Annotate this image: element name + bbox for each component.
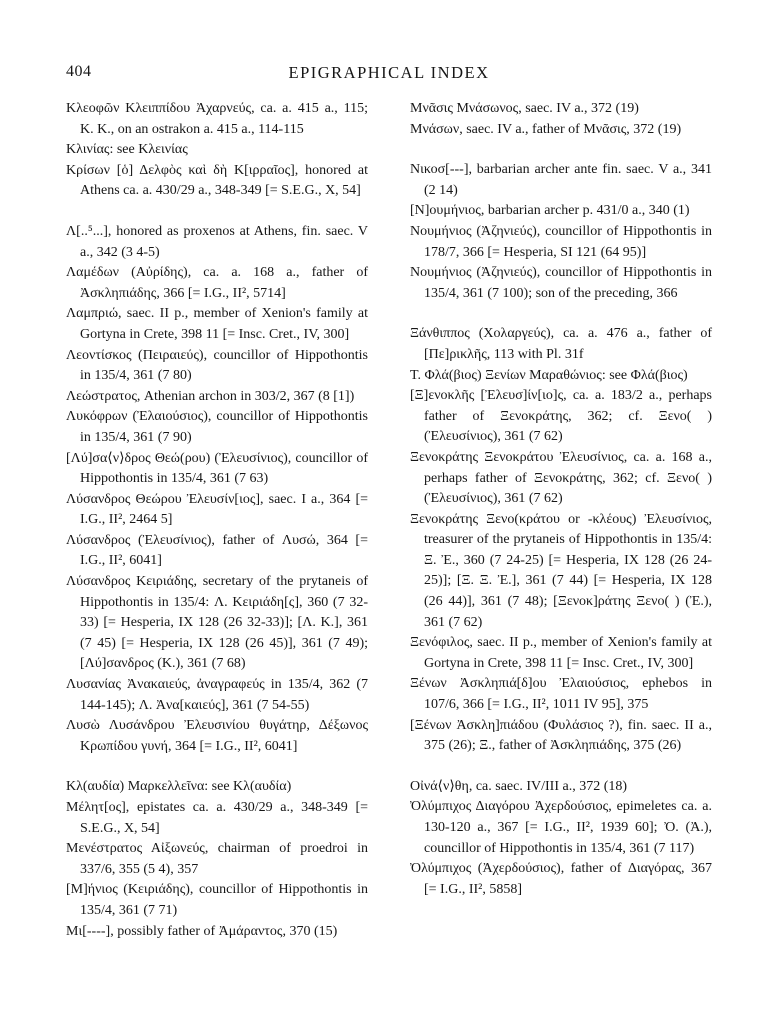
section-gap	[410, 757, 712, 777]
right-column	[410, 99, 712, 900]
index-entry: Μνάσων, saec. IV a., father of Μνᾶσις, 372 (19)	[410, 121, 682, 137]
index-entry: Μενέστρατος Αἰξωνεύς, chairman of proedroi in 337/6, 355 (5 4), 357	[66, 841, 368, 877]
index-entry: Λύσανδρος (Ἐλευσίνιος), father of Λυσώ, 364 [= I.G., II², 6041]	[66, 532, 368, 569]
section-gap	[410, 140, 712, 160]
index-entry: [Μ]ήνιος (Κειριάδης), councillor of Hippothontis in 135/4, 361 (7 71)	[66, 882, 368, 918]
index-entry: [Ξ]ενοκλῆς [Ἐλευσ]ίν[ιο]ς, ca. a. 183/2 a., perhaps father of Ξενοκράτης, 362; cf. Ξενο( ) (Ἐλευσίνιος), 361 (7 62)	[410, 388, 712, 445]
section-gap	[66, 202, 368, 222]
index-entry: Μέλητ[ος], epistates ca. a. 430/29 a., 348-349 [= S.E.G., X, 54]	[66, 800, 368, 836]
index-entry: Τ. Φλά(βιος) Ξενίων Μαραθώνιος: see Φλά(βιος)	[410, 367, 688, 383]
index-entry: Ξάνθιππος (Χολαργεύς), ca. a. 476 a., father of [Πε]ρικλῆς, 113 with Pl. 31f	[410, 326, 712, 362]
index-entry: Κλεοφῶν Κλειππίδου Ἀχαρνεύς, ca. a. 415 a., 115; K. K., on an ostrakon a. 415 a., 114-115	[66, 101, 368, 137]
index-entry: Λύσανδρος Κειριάδης, secretary of the prytaneis of Hippothontis in 135/4: Λ. Κειριάδη[ς], 360 (7 32-33) [= Hesperia, IX 128 (26 32-33)]; [Λ. Κ.], 361 (7 45) [= Hesperia, IX 128 (26 45)], 361 (7 49); [Λύ]σανδρος (Κ.), 361 (7 68)	[66, 574, 368, 672]
index-entry: Κλινίας: see Κλεινίας	[66, 142, 188, 158]
index-entry: Λ[..⁵...], honored as proxenos at Athens, fin. saec. V a., 342 (3 4-5)	[66, 223, 368, 260]
index-entry: Ξενοκράτης Ξενο(κράτου or -κλέους) Ἐλευσίνιος, treasurer of the prytaneis of Hippothontis in 135/4: Ξ. Ἐ., 360 (7 24-25) [= Hesperia, IX 128 (26 24-25)]; [Ξ. Ξ. Ἐ.], 361 (7 44) [= Hesperia, IX 128 (26 44)], 361 (7 48); [Ξενοκ]ράτης Ξενο( ) (Ἐ.), 361 (7 62)	[410, 511, 712, 630]
index-entry: Μι[----], possibly father of Ἀμάραντος, 370 (15)	[66, 923, 338, 939]
index-entry: Λαμπριώ, saec. II p., member of Xenion's family at Gortyna in Crete, 398 11 [= Insc. Cret., IV, 300]	[66, 306, 368, 342]
page-header	[66, 63, 712, 87]
index-entry: Οἰνά⟨ν⟩θη, ca. saec. IV/III a., 372 (18)	[410, 778, 628, 794]
index-entry: Ὀλύμπιχος (Ἀχερδούσιος), father of Διαγόρας, 367 [= I.G., II², 5858]	[410, 861, 712, 897]
index-entry: Λυκόφρων (Ἐλαιούσιος), councillor of Hippothontis in 135/4, 361 (7 90)	[66, 409, 368, 445]
index-entry: Ὀλύμπιχος Διαγόρου Ἀχερδούσιος, epimeletes ca. a. 130-120 a., 367 [= I.G., II², 1939 60]; Ὀ. (Ἀ.), councillor of Hippothontis in 135/4, 361 (7 117)	[410, 799, 712, 856]
index-entry: Νικοσ[---], barbarian archer ante fin. saec. V a., 341 (2 14)	[410, 162, 712, 198]
index-entry: [Λύ]σα⟨ν⟩δρος Θεώ(ρου) (Ἐλευσίνιος), councillor of Hippothontis in 135/4, 361 (7 63)	[66, 450, 368, 487]
index-entry: Κλ(αυδία) Μαρκελλεῖνα: see Κλ(αυδία)	[66, 779, 292, 795]
index-entry: Μνᾶσις Μνάσωνος, saec. IV a., 372 (19)	[410, 101, 639, 116]
index-entry: Λύσανδρος Θεώρου Ἐλευσίν[ιος], saec. I a., 364 [= I.G., II², 2464 5]	[66, 491, 368, 528]
left-column	[66, 99, 368, 942]
index-entry: Νουμήνιος (Ἀζηνιεύς), councillor of Hippothontis in 135/4, 361 (7 100); son of the preceding, 366	[410, 265, 712, 301]
index-entry: Λεοντίσκος (Πειραιεύς), councillor of Hippothontis in 135/4, 361 (7 80)	[66, 347, 368, 384]
index-entry: Ξένων Ἀσκληπιά[δ]ου Ἐλαιούσιος, ephebos in 107/6, 366 [= I.G., II², 1011 IV 95], 375	[410, 676, 712, 713]
page-number: 404	[66, 63, 92, 80]
section-gap	[66, 757, 368, 777]
index-entry: Κρίσων [ὁ] Δελφὸς καὶ δὴ Κ[ιρραῖος], honored at Athens ca. a. 430/29 a., 348-349 [= S.E.G., X, 54]	[66, 162, 368, 199]
index-entry: Λυσὼ Λυσάνδρου Ἐλευσινίου θυγάτηρ, Δέξωνος Κρωπίδου γυνή, 364 [= I.G., II², 6041]	[66, 718, 368, 754]
index-entry: Νουμήνιος (Ἀζηνιεύς), councillor of Hippothontis in 178/7, 366 [= Hesperia, SI 121 (64 95)]	[410, 223, 712, 260]
index-entry: Λυσανίας Ἀνακαιεύς, ἀναγραφεύς in 135/4, 362 (7 144-145); Λ. Ἀνα[καιεύς], 361 (7 54-55)	[66, 677, 368, 713]
index-entry: Λεώστρατος, Athenian archon in 303/2, 367 (8 [1])	[66, 388, 355, 404]
index-entry: Ξενόφιλος, saec. II p., member of Xenion's family at Gortyna in Crete, 398 11 [= Insc. Cret., IV, 300]	[410, 635, 712, 671]
index-entry: [Ξένων Ἀσκλη]πιάδου (Φυλάσιος ?), fin. saec. II a., 375 (26); Ξ., father of Ἀσκληπιάδης, 375 (26)	[410, 717, 712, 754]
section-gap	[410, 304, 712, 324]
index-entry: Ξενοκράτης Ξενοκράτου Ἐλευσίνιος, ca. a. 168 a., perhaps father of Ξενοκράτης, 362; cf. Ξενο( ) (Ἐλευσίνιος), 361 (7 62)	[410, 449, 712, 507]
index-entry: Λαμέδων (Αὐρίδης), ca. a. 168 a., father of Ἀσκληπιάδης, 366 [= I.G., II², 5714]	[66, 265, 368, 301]
index-entry: [Ν]ουμήνιος, barbarian archer p. 431/0 a., 340 (1)	[410, 203, 690, 219]
page-title: EPIGRAPHICAL INDEX	[288, 63, 490, 82]
